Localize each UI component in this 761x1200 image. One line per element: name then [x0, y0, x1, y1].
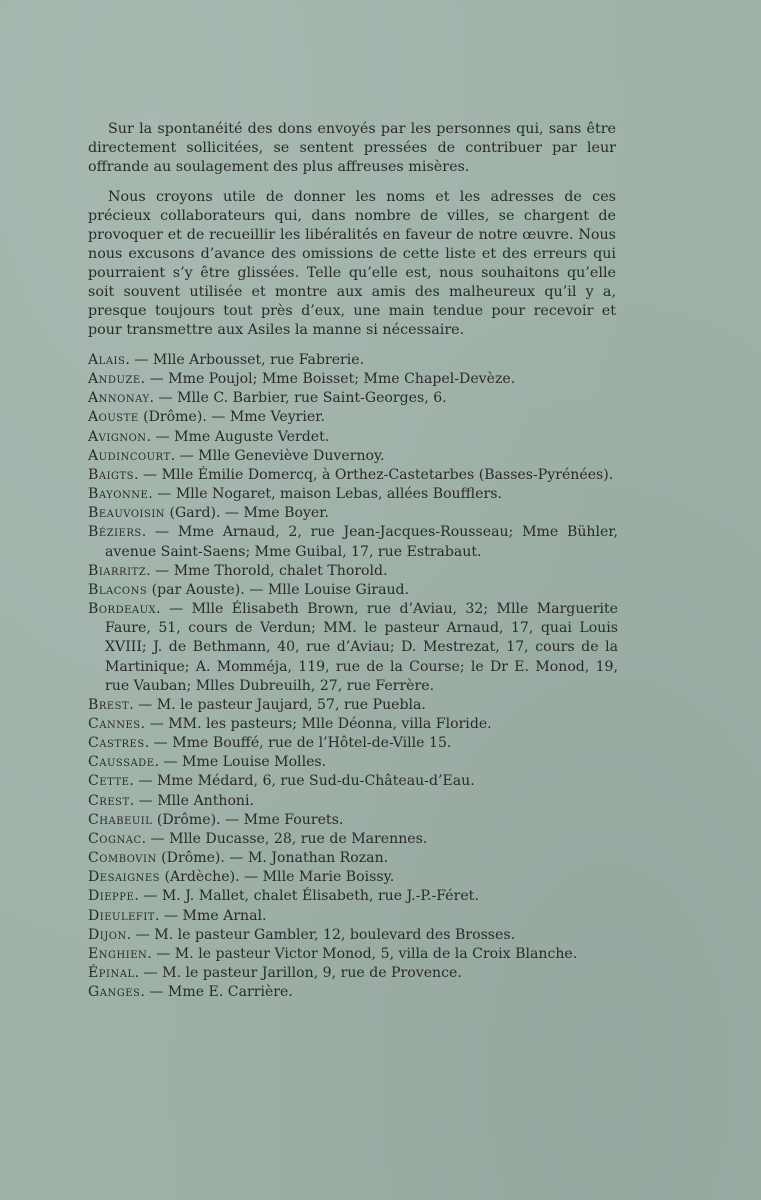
city-separator: . — — [141, 524, 178, 541]
list-item — [88, 830, 618, 849]
correspondent-text: Mlle Arbousset, rue Fabrerie. — [152, 352, 365, 368]
city-separator: . — — [125, 352, 153, 368]
correspondent-text: Mme Boyer. — [243, 505, 329, 522]
correspondent-text: Mme Médard, 6, rue Sud-du-Château-d’Eau. — [156, 773, 475, 790]
city-separator: . — — [129, 792, 158, 809]
intro-paragraph-2-text: Nous croyons utile de donner les noms et les adresses de ces précieux collaborateurs qui, dans nombre de villes, se chargent de provoquer et de recueillir les libéralités en faveur de notre œuvre. Nous nous excusons d’avance des omissions de cette liste et des erreurs qui pourraient s’y être glissées. Telle qu’elle est, nous souhaitons qu’elle soit souvent utilisée et montre aux amis des malheureux qu’il y a, presque toujours tout près d’eux, une main tendue pour recevoir et pour transmettre aux Asiles la manne si nécessaire. — [88, 189, 616, 338]
list-item — [88, 447, 618, 466]
city-name: Dijon — [88, 926, 127, 943]
city-separator: (par Aouste). — — [147, 581, 268, 598]
correspondent-text: Mlle Louise Giraud. — [267, 581, 410, 598]
city-name: Crest — [88, 792, 130, 809]
city-name: Aouste — [88, 409, 139, 426]
city-name: Caussade — [88, 754, 155, 771]
city-separator: . — — [126, 926, 155, 943]
city-name: Blacons — [88, 581, 148, 598]
list-item — [88, 466, 618, 485]
city-separator: . — — [129, 696, 157, 713]
city-name: Avignon — [88, 428, 147, 445]
list-item — [88, 849, 618, 868]
correspondent-text: Mme E. Carrière. — [167, 984, 293, 1001]
correspondent-text: M. le pasteur Victor Monod, 5, villa de la Croix Blanche. — [174, 945, 578, 962]
city-name: Cette — [88, 773, 130, 790]
city-name: Castres — [88, 735, 145, 752]
city-separator: . — — [140, 984, 168, 1001]
list-item — [88, 715, 618, 734]
correspondent-text: M. le pasteur Jarillon, 9, rue de Provence. — [162, 965, 462, 981]
list-item — [88, 945, 618, 964]
list-item — [88, 753, 618, 772]
city-separator: . — — [140, 371, 169, 388]
city-name: Biarritz — [88, 562, 147, 579]
correspondent-text: M. J. Mallet, chalet Élisabeth, rue J.-P.-Féret. — [161, 888, 479, 905]
city-separator: . — — [134, 466, 162, 483]
city-name: Desaignes — [88, 869, 161, 886]
list-item — [88, 485, 618, 504]
city-name: Béziers — [88, 524, 142, 541]
city-separator: . — — [146, 562, 174, 579]
city-name: Beauvoisin — [88, 505, 166, 522]
correspondent-text: M. le pasteur Gambler, 12, boulevard des Brosses. — [154, 926, 516, 943]
correspondent-text: Mlle Élisabeth Brown, rue d’Aviau, 32; Mlle Marguerite Faure, 51, cours de Verdun; MM. le pasteur Arnaud, 17, quai Louis XVIII; J. de Bethmann, 40, rue d’Aviau; D. Mestrezat, 17, cours de la Martinique; A. Momméja, 119, rue de la Course; le Dr E. Monod, 19, rue Vauban; Mlles Dubreuilh, 27, rue Ferrère. — [105, 601, 618, 694]
city-name: Dieulefit — [88, 907, 155, 924]
city-separator: . — — [140, 715, 169, 732]
city-name: Baigts — [88, 466, 135, 483]
list-item — [88, 389, 618, 408]
city-name: Cannes — [88, 715, 141, 732]
city-name: Enghien — [88, 945, 148, 962]
intro-paragraph-1-text: Sur la spontanéité des dons envoyés par les personnes qui, sans être directement sollicitées, se sentent pressées de contribuer par leur offrande au soulagement des plus affreuses misères. — [88, 121, 616, 175]
intro-paragraph-1 — [88, 120, 616, 177]
city-separator: . — — [170, 447, 199, 464]
correspondent-text: Mlle Geneviève Duvernoy. — [198, 447, 385, 464]
correspondent-text: Mlle Nogaret, maison Lebas, allées Boufflers. — [175, 486, 502, 503]
city-separator: . — — [146, 428, 175, 445]
city-separator: . — — [148, 486, 176, 503]
list-item — [88, 581, 618, 600]
city-separator: . — — [154, 754, 183, 771]
list-item — [88, 600, 618, 696]
correspondent-text: Mme Bouffé, rue de l’Hôtel-de-Ville 15. — [172, 735, 452, 752]
city-name: Annonay — [88, 390, 150, 407]
city-separator: (Drôme). — — [156, 850, 248, 867]
list-item — [88, 792, 618, 811]
correspondent-text: Mme Poujol; Mme Boisset; Mme Chapel-Devèze. — [168, 371, 516, 388]
list-item — [88, 983, 618, 1002]
city-separator: (Gard). — — [165, 505, 244, 522]
city-name: Anduze — [88, 371, 141, 388]
list-item — [88, 926, 618, 945]
city-separator: . — — [144, 735, 173, 752]
list-item — [88, 868, 618, 887]
list-item — [88, 428, 618, 447]
list-item — [88, 734, 618, 753]
correspondent-text: Mlle Marie Boissy. — [262, 869, 395, 886]
list-item — [88, 504, 618, 523]
correspondent-text: Mme Thorold, chalet Thorold. — [173, 562, 388, 579]
correspondent-text: M. Jonathan Rozan. — [247, 850, 389, 867]
city-name: Brest — [88, 696, 130, 713]
city-separator: . — — [134, 888, 162, 905]
correspondent-text: Mlle C. Barbier, rue Saint-Georges, 6. — [177, 390, 447, 407]
correspondent-text: Mme Arnal. — [182, 907, 267, 924]
city-separator: . — — [156, 601, 192, 618]
list-item — [88, 351, 618, 370]
list-item — [88, 696, 618, 715]
city-name: Audincourt — [88, 447, 171, 464]
city-name: Dieppe — [88, 888, 135, 905]
city-separator: . — — [149, 390, 178, 407]
city-separator: . — — [134, 965, 163, 981]
correspondent-text: M. le pasteur Jaujard, 57, rue Puebla. — [156, 696, 426, 713]
intro-paragraph-2 — [88, 188, 616, 340]
correspondents-list — [88, 351, 618, 1002]
city-separator: . — — [129, 773, 157, 790]
city-name: Chabeuil — [88, 811, 153, 828]
list-item — [88, 370, 618, 389]
city-separator: . — — [154, 907, 183, 924]
city-name: Bayonne — [88, 486, 149, 503]
city-name: Épinal — [88, 965, 135, 981]
correspondent-text: Mme Auguste Verdet. — [174, 428, 330, 445]
city-name: Bordeaux — [88, 601, 157, 618]
correspondent-text: Mlle Ducasse, 28, rue de Marennes. — [169, 830, 428, 847]
correspondent-text: MM. les pasteurs; Mlle Déonna, villa Floride. — [168, 715, 492, 732]
correspondent-text: Mlle Émilie Domercq, à Orthez-Castetarbes (Basses-Pyrénées). — [161, 466, 614, 483]
list-item — [88, 408, 618, 427]
city-separator: (Drôme). — — [152, 811, 244, 828]
correspondent-text: Mme Louise Molles. — [182, 754, 327, 771]
city-name: Combovin — [88, 850, 157, 867]
list-item — [88, 964, 618, 983]
list-item — [88, 562, 618, 581]
list-item — [88, 907, 618, 926]
city-separator: . — — [141, 830, 170, 847]
city-name: Ganges — [88, 984, 141, 1001]
list-item — [88, 523, 618, 561]
city-separator: (Drôme). — — [138, 409, 230, 426]
city-separator: (Ardèche). — — [160, 869, 263, 886]
list-item — [88, 772, 618, 791]
city-name: Alais — [88, 352, 126, 368]
list-item — [88, 811, 618, 830]
correspondent-text: Mme Veyrier. — [229, 409, 325, 426]
city-separator: . — — [147, 945, 175, 962]
list-item — [88, 887, 618, 906]
correspondent-text: Mlle Anthoni. — [157, 792, 254, 809]
correspondent-text: Mme Arnaud, 2, rue Jean-Jacques-Rousseau; Mme Bühler, avenue Saint-Saens; Mme Guibal, 17, rue Estrabaut. — [105, 524, 618, 560]
correspondent-text: Mme Fourets. — [243, 811, 344, 828]
city-name: Cognac — [88, 830, 142, 847]
